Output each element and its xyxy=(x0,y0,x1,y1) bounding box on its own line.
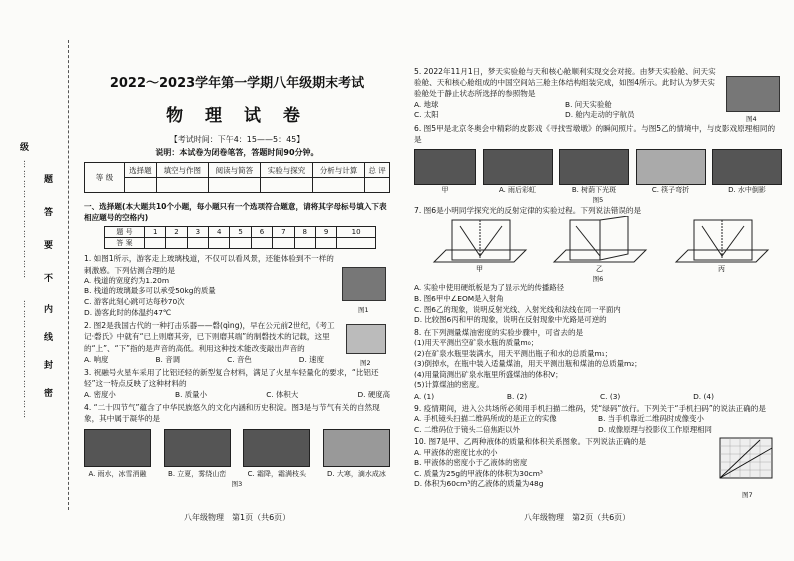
binding-char: 不 xyxy=(44,274,54,284)
question-stem: 9. 疫情期间，进入公共场所必须用手机扫描二维码，凭“绿码”放行。下列关于“手机扫码”的说法正确的是 xyxy=(414,403,766,413)
answer-cell[interactable] xyxy=(273,238,294,249)
figure-option xyxy=(164,429,231,479)
exam-time: 【考试时间：下午4：15——5：45】 xyxy=(169,135,305,144)
answer-cell[interactable] xyxy=(337,238,376,249)
answer-cell[interactable] xyxy=(209,238,230,249)
section-intro: 一、选择题(本大题共10个小题，每小题只有一个选项符合题意，请将其字母标号填入下表相应题号的空格内) xyxy=(84,202,387,223)
question-6 xyxy=(414,123,782,204)
step: (3)倒掉水，在瓶中装入适量煤油，用天平测出瓶和煤油的总质量m₂； xyxy=(414,359,642,369)
question-stem: 1. 如图1所示，游客走上玻璃栈道，不仅可以看风景，还能体验到不一样的刺激感。下列估测合理的是 xyxy=(84,254,334,275)
right-column xyxy=(414,66,782,500)
score-cell[interactable] xyxy=(260,178,312,193)
diagram-label: 甲 xyxy=(476,265,483,273)
question-stem: 4. “二十四节气”蕴含了中华民族悠久的文化内涵和历史积淀。图3是与节气有关的自然现象，其中属于凝华的是 xyxy=(84,403,380,424)
step: (5)计算煤油的密度。 xyxy=(414,380,484,390)
option-c: C. 太阳 xyxy=(414,110,439,120)
answer-cell[interactable] xyxy=(315,238,336,249)
option-a: A. 栈道的宽度约为1.20m xyxy=(84,275,170,285)
answer-cell[interactable] xyxy=(145,238,166,249)
option-d: D. 游客此时的体温约47℃ xyxy=(84,307,172,317)
option-b: B. (2) xyxy=(506,391,528,401)
page-footer-left: 八年级物理 第1页（共6页） xyxy=(184,513,291,522)
options-row xyxy=(414,414,782,425)
figure-caption: 图2 xyxy=(360,359,371,368)
icicle-photo xyxy=(323,429,390,467)
answer-cell[interactable] xyxy=(187,238,208,249)
step: (2)在矿泉水瓶里装满水，用天平测出瓶子和水的总质量m₁； xyxy=(414,348,613,358)
figure-option-label: D. 大寒，滴水成冰 xyxy=(327,469,386,478)
score-cell[interactable] xyxy=(208,178,260,193)
figure-5-row xyxy=(414,149,782,195)
score-col: 选择题 xyxy=(125,163,157,178)
figure-option xyxy=(323,429,390,479)
binding-field: ……………………………… xyxy=(22,300,31,420)
option-c: C. 图6乙的现象，说明反射光线、入射光线和法线在同一平面内 xyxy=(414,304,621,314)
snow-melting-photo xyxy=(84,429,151,467)
score-col: 填空与作图 xyxy=(156,163,208,178)
answer-num: 10 xyxy=(337,227,376,238)
diagram-jia xyxy=(434,220,526,262)
figure-caption: 图3 xyxy=(231,479,243,488)
binding-field: ……………………………… xyxy=(22,160,31,280)
rainbow-photo xyxy=(483,149,553,185)
answer-cell[interactable] xyxy=(294,238,315,249)
binding-char: 线 xyxy=(44,333,54,343)
figure-option-label: D. 水中倒影 xyxy=(728,186,766,195)
binding-char: 题 xyxy=(44,175,54,185)
option-d: D. 比较图6丙和甲的现象，说明在反射现象中光路是可逆的 xyxy=(414,315,607,325)
binding-char: 内 xyxy=(44,305,54,315)
question-stem: 3. 祝融号火星车采用了比铝还轻的新型复合材料，满足了火星车轻量化的要求，“比铝还轻”这一特点反映了这种材料的 xyxy=(84,367,379,388)
question-3 xyxy=(84,367,390,400)
options-row xyxy=(84,389,390,400)
figure-option-label: 甲 xyxy=(441,186,449,195)
answer-num: 3 xyxy=(187,227,208,238)
score-table xyxy=(84,162,390,193)
frost-branch-photo xyxy=(243,429,310,467)
question-stem: 2. 图2是我国古代的一种打击乐器——磬(qìng)，早在公元前2世纪，《考工记·磬氏》中就有“已上则磨其旁，已下则磨其端”的制磬技术的记载，这里的“上”、“下”指的是声音的高低。利用这种技术能改变敲出声音的 xyxy=(84,321,335,353)
answer-cell[interactable] xyxy=(230,238,251,249)
option-d: D. 硬度高 xyxy=(357,390,390,400)
option-c: C. 音色 xyxy=(227,354,252,364)
score-col: 分析与计算 xyxy=(313,163,365,178)
figure-caption: 图5 xyxy=(592,196,604,205)
answer-num: 7 xyxy=(273,227,294,238)
options-row xyxy=(414,100,716,111)
option-a: A. 手机镜头扫描二维码所成的是正立的实像 xyxy=(414,414,557,424)
binding-strip xyxy=(0,0,92,561)
question-4 xyxy=(84,402,390,487)
answer-num: 2 xyxy=(166,227,187,238)
question-1 xyxy=(84,253,390,318)
figure-option xyxy=(84,429,151,479)
mountain-fog-photo xyxy=(164,429,231,467)
option-a: A. 响度 xyxy=(84,354,109,364)
answer-num: 4 xyxy=(209,227,230,238)
score-col: 实验与探究 xyxy=(260,163,312,178)
figure-option xyxy=(636,149,706,195)
figure-7-graph xyxy=(710,434,780,488)
figure-option-label: C. 霜降，霜满枝头 xyxy=(247,469,306,478)
figure-1-photo xyxy=(342,267,386,301)
option-a: A. (1) xyxy=(414,391,435,401)
option-a: A. 地球 xyxy=(414,99,439,109)
figure-option xyxy=(414,149,476,195)
diagram-label: 乙 xyxy=(596,265,603,273)
score-cell[interactable] xyxy=(125,178,157,193)
option-d: D. (4) xyxy=(693,391,714,401)
figure-option-label: C. 筷子弯折 xyxy=(651,186,690,195)
score-header-level: 等 级 xyxy=(85,163,125,193)
answer-cell[interactable] xyxy=(166,238,187,249)
diagram-label: 丙 xyxy=(718,265,725,273)
question-8 xyxy=(414,327,782,402)
figure-option-label: B. 树荫下光斑 xyxy=(571,186,617,195)
option-c: C. 游客此刻心跳可达每秒70次 xyxy=(84,297,185,306)
option-d: D. 体积为60cm³的乙液体的质量为48g xyxy=(414,479,544,489)
score-cell[interactable] xyxy=(313,178,365,193)
option-d: D. 成像原理与投影仪工作原理相同 xyxy=(598,424,712,434)
answer-header: 题 号 xyxy=(105,227,145,238)
step: (1)用天平测出空矿泉水瓶的质量m₀； xyxy=(414,337,539,347)
question-10 xyxy=(414,436,782,500)
options-row xyxy=(414,110,716,121)
options-row xyxy=(84,354,324,365)
option-c: C. 二维码位于镜头二倍焦距以外 xyxy=(414,424,520,434)
binding-line xyxy=(68,40,69,510)
answer-cell[interactable] xyxy=(251,238,272,249)
tree-shade-photo xyxy=(559,149,629,185)
options-row xyxy=(414,391,714,402)
exam-title: 2022～2023学年第一学期八年级期末考试 xyxy=(109,76,365,91)
figure-4-space-station-photo xyxy=(726,76,780,112)
figure-option xyxy=(243,429,310,479)
answer-num: 1 xyxy=(145,227,166,238)
binding-char: 封 xyxy=(44,361,54,371)
option-b: B. 栈道的玻璃最多可以承受50kg的质量 xyxy=(84,286,216,296)
answer-num: 9 xyxy=(315,227,336,238)
option-b: B. 问天实验舱 xyxy=(565,99,612,109)
figure-2-chime-icon xyxy=(346,324,386,354)
figure-option xyxy=(559,149,629,195)
shadow-play-photo xyxy=(414,149,476,185)
diagram-bing xyxy=(676,220,768,262)
binding-char: 密 xyxy=(44,389,54,399)
question-2 xyxy=(84,320,390,368)
binding-char: 级 xyxy=(20,143,30,153)
option-c: C. 体积大 xyxy=(266,390,299,400)
option-b: B. 图6甲中∠EOM是入射角 xyxy=(414,294,504,303)
figure-3-row xyxy=(84,429,390,479)
figure-caption: 图4 xyxy=(746,115,757,123)
answer-num: 8 xyxy=(294,227,315,238)
diagram-yi xyxy=(554,216,646,262)
answer-table xyxy=(104,226,376,249)
answer-row-label: 答 案 xyxy=(105,238,145,249)
option-b: B. 当手机靠近二维码时成像变小 xyxy=(598,414,704,424)
exam-subject: 物 理 试 卷 xyxy=(166,106,308,126)
figure-caption: 图7 xyxy=(742,491,753,500)
score-col: 总 评 xyxy=(365,163,390,178)
option-a: A. 密度小 xyxy=(84,390,116,400)
option-d: D. 速度 xyxy=(298,354,324,364)
score-cell[interactable] xyxy=(365,178,390,193)
answer-num: 5 xyxy=(230,227,251,238)
figure-caption: 图1 xyxy=(358,306,369,315)
option-b: B. 甲液体的密度小于乙液体的密度 xyxy=(414,458,528,468)
option-c: C. 质量为25g的甲液体的体积为30cm³ xyxy=(414,468,543,478)
option-a: A. 甲液体的密度比水的小 xyxy=(414,447,498,457)
figure-option-label: A. 雨水，冰雪消融 xyxy=(88,469,147,478)
figure-caption: 图6 xyxy=(592,275,604,284)
figure-option-label: A. 雨后彩虹 xyxy=(498,186,537,195)
page-footer-right: 八年级物理 第2页（共6页） xyxy=(524,513,631,522)
option-c: C. (3) xyxy=(599,391,621,401)
score-col: 阅读与简答 xyxy=(208,163,260,178)
figure-option xyxy=(712,149,782,195)
question-stem: 7. 图6是小明同学探究光的反射定律的实验过程。下列说法错误的是 xyxy=(414,206,642,216)
figure-option-label: B. 立夏，雾绕山峦 xyxy=(168,469,227,478)
option-a: A. 实验中使用硬纸板是为了显示光的传播路径 xyxy=(414,283,565,293)
answer-num: 6 xyxy=(251,227,272,238)
question-7 xyxy=(414,205,782,326)
question-stem: 6. 图5甲是北京冬奥会中精彩的皮影戏《寻找雪墩墩》的瞬间照片。与图5乙的情境中，与皮影戏原理相同的是 xyxy=(414,123,776,144)
question-stem: 10. 图7是甲、乙两种液体的质量和体积关系图象。下列说法正确的是 xyxy=(414,437,646,447)
figure-option xyxy=(483,149,553,195)
option-b: B. 音调 xyxy=(155,354,181,364)
score-cell[interactable] xyxy=(156,178,208,193)
step: (4)用量筒测出矿泉水瓶里所盛煤油的体积V； xyxy=(414,369,563,379)
figure-6-reflection-diagram xyxy=(414,216,782,272)
exam-note: 说明：本试卷为闭卷笔答，答题时间90分钟。 xyxy=(155,148,319,157)
question-9 xyxy=(414,403,782,435)
binding-char: 要 xyxy=(44,241,54,251)
question-stem: 8. 在下列测量煤油密度的实验步骤中，可省去的是 xyxy=(414,327,584,337)
question-5 xyxy=(414,66,782,121)
option-b: B. 质量小 xyxy=(175,390,207,400)
bent-chopsticks-photo xyxy=(636,149,706,185)
binding-char: 答 xyxy=(44,208,54,218)
water-reflection-photo xyxy=(712,149,782,185)
left-column xyxy=(84,60,390,488)
option-d: D. 舱内走动的宇航员 xyxy=(565,110,635,120)
question-stem: 5. 2022年11月1日，梦天实验舱与天和核心舱顺利实现交会对接。由梦天实验舱、问天实验舱、天和核心舱组成的中国空间站三舱主体结构组装完成，如图4所示。此时认为梦天实验舱处于静止状态所选择的参照物是 xyxy=(414,67,716,99)
